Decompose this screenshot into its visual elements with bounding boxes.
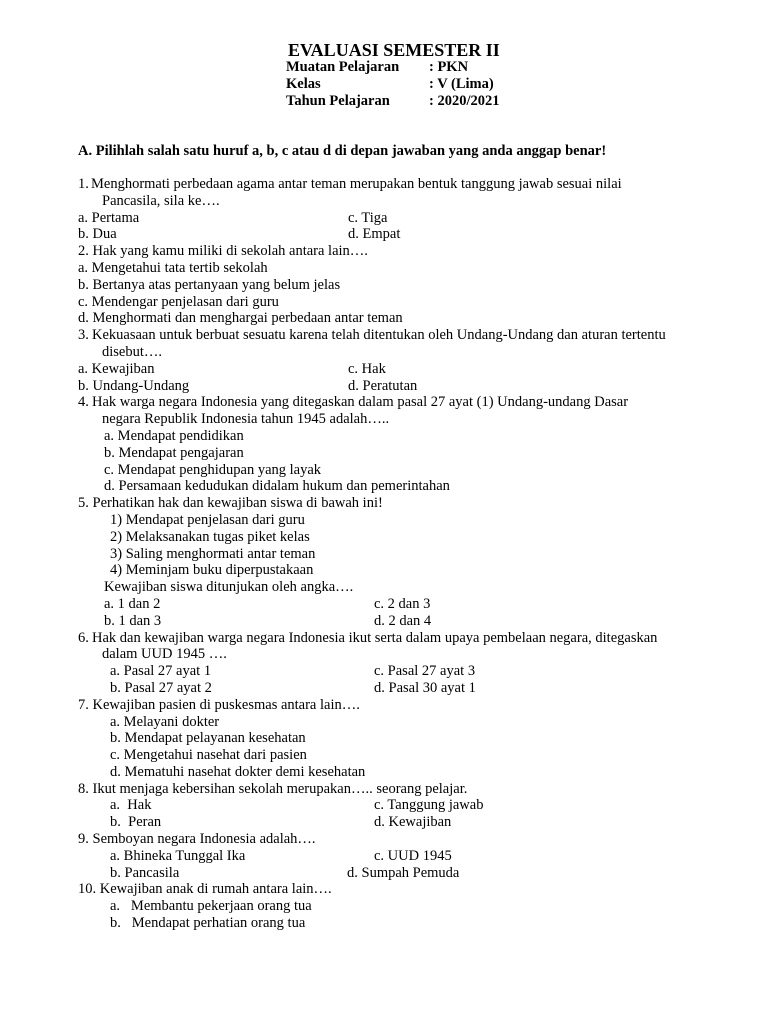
option-a: a. Kewajiban: [78, 360, 155, 377]
option-a: a. Membantu pekerjaan orang tua: [110, 898, 312, 915]
meta-value: : PKN: [429, 59, 469, 75]
option-a: a. Hak: [110, 797, 152, 814]
option-a: a. Bhineka Tunggal Ika: [110, 847, 246, 864]
question-9: 9. Semboyan negara Indonesia adalah….: [78, 831, 316, 848]
option-a: a. Pertama: [78, 209, 140, 226]
option-a: a. Melayani dokter: [110, 713, 220, 730]
option-d: d. Persamaan kedudukan didalam hukum dan pemerintahan: [104, 478, 450, 495]
option-b: b. Mendapat pelayanan kesehatan: [110, 730, 306, 747]
option-b: b. Pasal 27 ayat 2: [110, 679, 212, 696]
question-text-cont: dalam UUD 1945 ….: [102, 646, 227, 663]
option-row: [78, 613, 710, 630]
option-row: [78, 865, 710, 882]
question-2: 2. Hak yang kamu miliki di sekolah antara lain….: [78, 243, 368, 260]
question-text: Menghormati perbedaan agama antar teman merupakan bentuk tanggung jawab sesuai nilai: [91, 176, 622, 192]
option-d: d. Menghormati dan menghargai perbedaan antar teman: [78, 310, 403, 327]
meta-value: : V (Lima): [429, 75, 494, 92]
option-d: d. Sumpah Pemuda: [347, 864, 460, 881]
option-c: c. Pasal 27 ayat 3: [374, 663, 476, 680]
option-row: [78, 680, 710, 697]
option-c: c. Mendapat penghidupan yang layak: [104, 461, 322, 478]
option-b: b. Mendapat perhatian orang tua: [110, 915, 306, 932]
meta-label: Muatan Pelajaran: [286, 59, 400, 75]
option-b: b. Pancasila: [110, 864, 180, 881]
exam-meta: [286, 59, 499, 109]
option-row: [78, 378, 710, 395]
question-number: 1.: [78, 176, 89, 192]
option-b: b. Mendapat pengajaran: [104, 444, 244, 461]
page-title: EVALUASI SEMESTER II: [288, 40, 500, 60]
option-row: [78, 797, 710, 814]
question-text-cont: disebut….: [102, 343, 163, 360]
option-row: [78, 596, 710, 613]
question-4: [78, 394, 710, 411]
meta-value: : 2020/2021: [429, 92, 500, 109]
question-text: Kekuasaan untuk berbuat sesuatu karena telah ditentukan oleh Undang-Undang dan aturan tertentu: [92, 327, 666, 344]
question-6: [78, 630, 710, 647]
option-c: c. Hak: [348, 360, 386, 377]
option-c: c. Mengetahui nasehat dari pasien: [110, 747, 307, 764]
question-5: 5. Perhatikan hak dan kewajiban siswa di bawah ini!: [78, 495, 383, 512]
option-b: b. Bertanya atas pertanyaan yang belum jelas: [78, 276, 341, 293]
question-number: 6.: [78, 629, 89, 646]
option-row: [78, 814, 710, 831]
option-c: c. UUD 1945: [374, 847, 452, 864]
option-c: c. Mendengar penjelasan dari guru: [78, 293, 279, 310]
option-d: d. Empat: [348, 226, 401, 243]
option-d: d. Peratutan: [348, 377, 418, 394]
meta-label: Tahun Pelajaran: [286, 92, 390, 109]
meta-row-subject: [286, 59, 499, 76]
question-text-cont: negara Republik Indonesia tahun 1945 adalah…..: [102, 411, 390, 428]
question-3: [78, 327, 710, 344]
option-d: d. 2 dan 4: [374, 612, 432, 629]
question-7: 7. Kewajiban pasien di puskesmas antara lain….: [78, 696, 360, 713]
option-d: d. Pasal 30 ayat 1: [374, 679, 476, 696]
option-b: b. Peran: [110, 814, 162, 831]
question-list: [78, 176, 710, 932]
option-c: c. Tanggung jawab: [374, 797, 484, 814]
section-instruction: A. Pilihlah salah satu huruf a, b, c atau d di depan jawaban yang anda anggap benar!: [78, 143, 607, 159]
option-a: a. 1 dan 2: [104, 595, 161, 612]
question-number: 4.: [78, 394, 89, 411]
option-d: d. Mematuhi nasehat dokter demi kesehatan: [110, 763, 366, 780]
meta-label: Kelas: [286, 75, 321, 92]
question-1: [78, 176, 710, 193]
option-a: a. Pasal 27 ayat 1: [110, 663, 212, 680]
question-8: 8. Ikut menjaga kebersihan sekolah merupakan….. seorang pelajar.: [78, 780, 468, 797]
option-a: a. Mengetahui tata tertib sekolah: [78, 259, 268, 276]
question-number: 3.: [78, 327, 89, 344]
option-c: c. Tiga: [348, 209, 388, 226]
option-b: b. Dua: [78, 226, 117, 243]
statement-item: 3) Saling menghormati antar teman: [110, 545, 316, 562]
question-text: Hak dan kewajiban warga negara Indonesia ikut serta dalam upaya pembelaan negara, ditegaskan: [92, 629, 658, 646]
option-row: [78, 663, 710, 680]
statement-item: 4) Meminjam buku diperpustakaan: [110, 562, 314, 579]
option-d: d. Kewajiban: [374, 814, 452, 831]
option-b: b. Undang-Undang: [78, 377, 190, 394]
question-text-cont: Kewajiban siswa ditunjukan oleh angka….: [104, 579, 354, 596]
option-b: b. 1 dan 3: [104, 612, 162, 629]
option-row: [78, 210, 710, 227]
option-a: a. Mendapat pendidikan: [104, 427, 244, 444]
question-text: Hak warga negara Indonesia yang ditegaskan dalam pasal 27 ayat (1) Undang-undang Dasar: [92, 394, 629, 411]
option-c: c. 2 dan 3: [374, 595, 431, 612]
option-row: [78, 848, 710, 865]
question-10: 10. Kewajiban anak di rumah antara lain….: [78, 881, 332, 898]
statement-item: 2) Melaksanakan tugas piket kelas: [110, 528, 310, 545]
option-row: [78, 361, 710, 378]
meta-row-class: [286, 76, 499, 93]
option-row: [78, 226, 710, 243]
meta-row-year: [286, 93, 499, 110]
question-text-cont: Pancasila, sila ke….: [102, 192, 220, 209]
statement-item: 1) Mendapat penjelasan dari guru: [110, 511, 305, 528]
